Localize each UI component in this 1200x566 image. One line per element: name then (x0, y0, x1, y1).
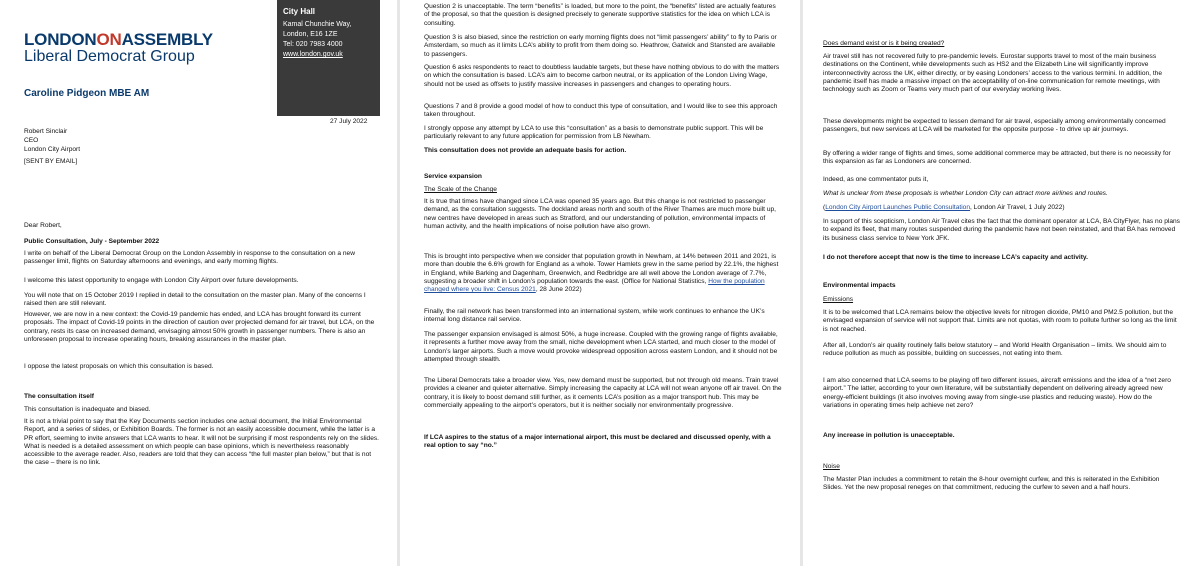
paragraph: Question 6 asks respondents to react to doubtless laudable targets, but these have nothing obvious to do with the matters on which the consultation is based. LCA’s aim to become carbon neutral, or its application of the London Living Wage, should not be used as offsets to justify massive increases in passengers and changes to operating hours. (424, 64, 780, 88)
city-hall-title: City Hall (283, 7, 316, 16)
conclusion-statement: I do not therefore accept that now is the time to increase LCA’s capacity and activity. (823, 254, 1088, 261)
paragraph: I strongly oppose any attempt by LCA to use this “consultation” as a basis to demonstrate public support. This will be particularly relevant to any future application for permission from LB Newham. (424, 125, 764, 141)
paragraph: Indeed, as one commentator puts it, (823, 176, 929, 183)
paragraph: This is brought into perspective when we consider that population growth in Newham, at 14% between 2011 and 2021, is more than double the 6.6% growth for England as a whole. Tower Hamlets grew in the same period by 22.1%, the highest in England, while Barking and Dagenham, Greenwich, and Redbridge are all well above the London average of 7.7%, suggesting a broader shift in London’s population towards the east. (Office for National Statistics, How the population changed where you live: Census 2021, 28 June 2022) (424, 253, 779, 294)
conclusion-statement: Any increase in pollution is unacceptable. (823, 432, 955, 439)
paragraph: The Master Plan includes a commitment to retain the 8-hour overnight curfew, and this is reiterated in the Exhibition Slides. Yet the new proposal reneges on that commitment, reducing the curfew to seven and a half hours. (823, 476, 1160, 492)
paragraph: The passenger expansion envisaged is almost 50%, a huge increase. Coupled with the growing range of flights available, it represents a further move away from the small, niche development when LCA started, and much closer to the model of London’s larger airports. Such a move would provoke widespread opposition across eastern London, and it should not be attempted through stealth. (424, 331, 778, 363)
paragraph: These developments might be expected to lessen demand for air travel, especially among environmentally concerned passengers, but new services at LCA will be marketed for the opposite purpose - to drive up air journeys. (823, 118, 1166, 134)
quotation: What is unclear from these proposals is whether London City can attract more airlines and routes. (823, 190, 1108, 197)
letter-page-3 (803, 0, 1200, 566)
member-name: Caroline Pidgeon MBE AM (24, 88, 150, 99)
paragraph: In support of this scepticism, London Air Travel cites the fact that the dominant operator at LCA, BA CityFlyer, has no plans to expand its fleet, that many routes suspended during the pandemic have not been reinstated, and that BA has removed its business class service to New York JFK. (823, 218, 1180, 242)
paragraph: Questions 7 and 8 provide a good model of how to conduct this type of consultation, and I would like to see this approach taken throughout. (424, 103, 778, 119)
conclusion-statement: This consultation does not provide an adequate basis for action. (424, 147, 627, 154)
letter-page-1 (0, 0, 397, 566)
paragraph: It is not a trivial point to say that the Key Documents section includes one actual document, the Initial Environmental Report, and a series of slides, or Exhibition Boards. The former is not an easily accessible document, while the latter is a PR effort, seeming to invite answers that LCA wants to hear. It will not be surprising if most respondents rely on the slides. What is needed is a detailed assessment on which people can base opinions, which is nevertheless reasonably accessible to the average reader. Also, readers are told that they can access “the full master plan below,” but that is not the case – there is no link. (24, 418, 380, 467)
paragraph: Air travel still has not recovered fully to pre-pandemic levels. Eurostar supports travel to most of the main business destinations on the Continent, while developments such as HS2 and the Elizabeth Line will significantly improve interconnectivity across the UK, either directly, or by easing Londoners’ access to the various termini. In addition, the pandemic itself has made a massive impact on the acceptability of on-line communication for remote meetings, with technology such as Zoom or Teams very much part of our everyday working lives. (823, 53, 1163, 94)
subsection-heading: Does demand exist or is it being created? (823, 40, 945, 47)
letter-page-2 (400, 0, 800, 566)
paragraph: The Liberal Democrats take a broader view. Yes, new demand must be supported, but not through old means. Train travel provides a cleaner and quieter alternative. Simply increasing the capacity at LCA will not wean anyone off air travel. On the contrary, it is likely to boost demand still further, as it cements LCA’s position as a major transport hub. This may be commercially appealing to the airport’s operators, but it is neither socially nor environmentally progressive. (424, 377, 782, 409)
paragraph: Question 2 is unacceptable. The term “benefits” is loaded, but more to the point, the “benefits” listed are actually features of the proposal, so that the question is designed precisely to generate supportive statistics for the idea on which LCA is consulting. (424, 3, 776, 27)
subsection-heading: Noise (823, 463, 840, 470)
section-heading: The consultation itself (24, 393, 94, 400)
paragraph: I welcome this latest opportunity to engage with London City Airport over future developments. (24, 277, 299, 284)
paragraph: Finally, the rail network has been transformed into an international system, while work continues to enhance the UK’s internal long distance rail service. (424, 308, 765, 324)
ons-census-link[interactable]: How the population changed where you live: Census 2021 (424, 277, 765, 294)
paragraph: Question 3 is also biased, since the restriction on early morning flights does not “limit passengers’ ability” to fly to Paris or Amsterdam, so much as it limits LCA’s ability to profit from them doing so. Heathrow, Gatwick and Stansted are available to passengers. (424, 34, 777, 58)
recipient-title: CEO (24, 137, 39, 144)
paragraph: It is true that times have changed since LCA was opened 35 years ago. But this change is not restricted to passenger demand, as the consultation suggests. The dockland areas north and south of the River Thames are much more built up, new centres have developed in areas such as Stratford, and our understanding of pollution, environmental impacts of human activity, and the health implications of noise pollution have also grown. (424, 198, 776, 230)
citation: (London City Airport Launches Public Consultation, London Air Travel, 1 July 2022) (823, 204, 1065, 211)
paragraph: You will note that on 15 October 2019 I replied in detail to the consultation on the master plan. Many of the concerns I raised then are still relevant. (24, 292, 366, 308)
subject-line: Public Consultation, July - September 2022 (24, 238, 160, 245)
paragraph: However, we are now in a new context: the Covid-19 pandemic has ended, and LCA has brought forward its current proposals. The impact of Covid-19 points in the direction of caution over projected demand for air travel, but LCA, on the contrary, rests its case on increased demand, envisaging almost 50% growth in passenger numbers. There is also an unforeseen proposal to increase operating hours, breaking assurances in the master plan. (24, 311, 375, 343)
city-hall-tel: Tel: 020 7983 4000 (283, 41, 343, 48)
paragraph: I write on behalf of the Liberal Democrat Group on the London Assembly in response to the consultation on a new passenger limit, flights on Saturday afternoons and evenings, and early morning flights. (24, 250, 355, 266)
recipient-org: London City Airport (24, 146, 81, 153)
city-hall-website[interactable]: www.london.gov.uk (283, 51, 343, 58)
paragraph: I am also concerned that LCA seems to be playing off two different issues, aircraft emissions and the idea of a “net zero airport.” The latter, according to your own literature, will be substantially dependent on delivering already agreed new energy-efficient buildings (it also involves moving away from single-use plastics and reducing waste). How do the variations in operating times help achieve net zero? (823, 377, 1171, 409)
sent-by-email: [SENT BY EMAIL] (24, 158, 78, 165)
paragraph: By offering a wider range of flights and times, some additional commerce may be attracted, but there is no necessity for this expansion as far as Londoners are concerned. (823, 150, 1171, 166)
city-hall-address-box (277, 0, 380, 116)
paragraph: After all, London’s air quality routinely falls below statutory – and World Health Organisation – limits. We should aim to reduce pollution as much as possible, building on successes, not eating into them. (823, 342, 1167, 358)
lat-article-link[interactable]: London City Airport Launches Public Consultation (825, 204, 970, 211)
salutation: Dear Robert, (24, 222, 62, 229)
london-assembly-logo: LONDONONASSEMBLY (24, 30, 213, 49)
recipient-name: Robert Sinclair (24, 128, 68, 135)
group-name: Liberal Democrat Group (24, 48, 195, 65)
subsection-heading: The Scale of the Change (424, 186, 497, 193)
paragraph: This consultation is inadequate and biased. (24, 406, 151, 413)
conclusion-statement: If LCA aspires to the status of a major international airport, this must be declared and discussed openly, with a real option to say “no.” (424, 434, 771, 450)
paragraph: It is to be welcomed that LCA remains below the objective levels for nitrogen dioxide, PM10 and PM2.5 pollution, but the envisaged expansion of service will not support that. Limits are not quotas, with room to pollute further so long as the limit is not reached. (823, 309, 1177, 333)
section-heading: Environmental impacts (823, 282, 896, 289)
city-hall-address-1: Kamal Chunchie Way, (283, 21, 352, 28)
section-heading: Service expansion (424, 173, 482, 180)
letter-date: 27 July 2022 (330, 118, 368, 125)
subsection-heading: Emissions (823, 296, 854, 303)
city-hall-address-2: London, E16 1ZE (283, 31, 338, 38)
paragraph: I oppose the latest proposals on which this consultation is based. (24, 363, 214, 370)
